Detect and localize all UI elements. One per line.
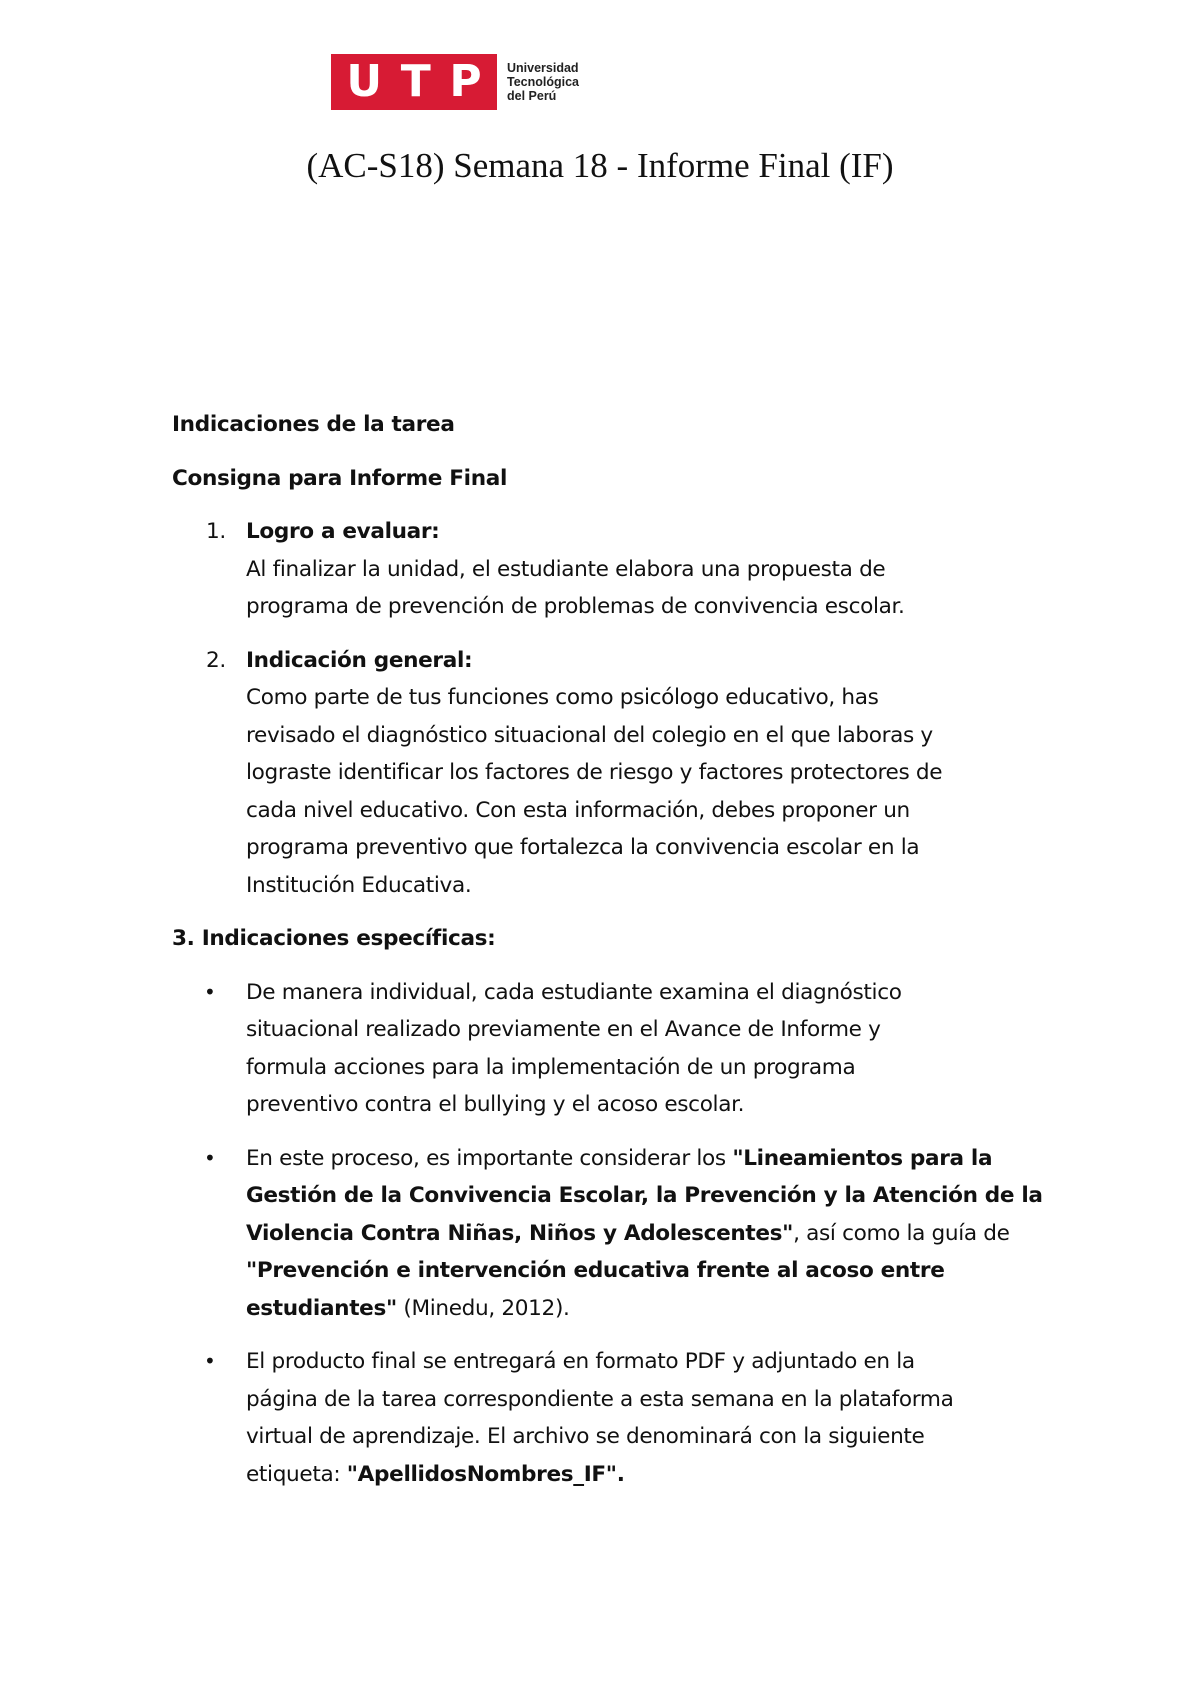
logo-letter-u: U (346, 56, 383, 107)
text-run: etiqueta: (246, 1461, 347, 1487)
logo-text-line: Tecnológica (507, 75, 580, 89)
text-run: , así como la guía de (793, 1220, 1010, 1246)
text-line: Institución Educativa. (246, 872, 472, 898)
utp-logo-mark (331, 54, 497, 110)
bullet-icon: • (204, 1145, 216, 1170)
logo-text-line: del Perú (507, 89, 557, 103)
logo-text-line: Universidad (507, 61, 579, 75)
text-line: Al finalizar la unidad, el estudiante elabora una propuesta de (246, 556, 886, 582)
text-line: virtual de aprendizaje. El archivo se denominará con la siguiente (246, 1424, 925, 1449)
item-title: Indicación general: (246, 647, 473, 673)
text-line: preventivo contra el bullying y el acoso escolar. (246, 1092, 745, 1117)
text-line: Gestión de la Convivencia Escolar, la Prevención y la Atención de la (246, 1183, 1043, 1208)
text-line: programa preventivo que fortalezca la convivencia escolar en la (246, 835, 920, 860)
text-line: El producto final se entregará en formato PDF y adjuntado en la (246, 1349, 915, 1374)
text-line: página de la tarea correspondiente a esta semana en la plataforma (246, 1386, 954, 1412)
logo-letter-p: P (449, 56, 482, 107)
heading-consigna: Consigna para Informe Final (172, 465, 507, 491)
bullet-icon: • (204, 1349, 216, 1373)
heading-indicaciones-especificas: 3. Indicaciones específicas: (172, 926, 496, 951)
file-label: "ApellidosNombres_IF". (346, 1461, 625, 1487)
numbered-item-logro (172, 513, 1052, 626)
document-body (172, 406, 1052, 1509)
item-title: Logro a evaluar: (246, 519, 440, 544)
utp-logo-wordmark (507, 61, 579, 103)
text-run: En este proceso, es importante considerar los (246, 1145, 733, 1171)
text-run-bold: Violencia Contra Niñas, Niños y Adolescentes" (246, 1220, 794, 1246)
text-line: Como parte de tus funciones como psicólogo educativo, has (246, 685, 879, 710)
text-line (246, 1290, 1052, 1328)
document-title: (AC-S18) Semana 18 - Informe Final (IF) (306, 146, 894, 185)
text-run-bold: "Lineamientos para la (732, 1145, 993, 1171)
item-number: 1. (206, 519, 226, 544)
text-line: programa de prevención de problemas de convivencia escolar. (246, 594, 905, 619)
text-line: De manera individual, cada estudiante examina el diagnóstico (246, 979, 902, 1005)
text-run: (Minedu, 2012). (396, 1295, 570, 1321)
utp-logo (331, 54, 579, 110)
text-line: situacional realizado previamente en el Avance de Informe y (246, 1017, 881, 1042)
heading-indicaciones: Indicaciones de la tarea (172, 412, 455, 437)
text-line: revisado el diagnóstico situacional del colegio en el que laboras y (246, 722, 933, 748)
text-line (246, 1215, 1052, 1253)
text-line: "Prevención e intervención educativa frente al acoso entre (246, 1258, 945, 1283)
item-number: 2. (206, 647, 226, 673)
bullet-item-lineamientos (172, 1140, 1052, 1328)
text-line: cada nivel educativo. Con esta información, debes proponer un (246, 797, 910, 823)
text-line (246, 1140, 1052, 1178)
text-line (246, 1456, 1052, 1494)
bullet-item-producto-final (172, 1343, 1052, 1493)
text-run-bold: estudiantes" (246, 1295, 397, 1321)
text-line: formula acciones para la implementación de un programa (246, 1054, 856, 1080)
numbered-item-indicacion-general (172, 642, 1052, 905)
bullet-icon: • (204, 979, 216, 1004)
logo-letter-t: T (400, 56, 431, 107)
text-line: lograste identificar los factores de riesgo y factores protectores de (246, 760, 943, 785)
bullet-item-diagnostico (172, 974, 1052, 1124)
